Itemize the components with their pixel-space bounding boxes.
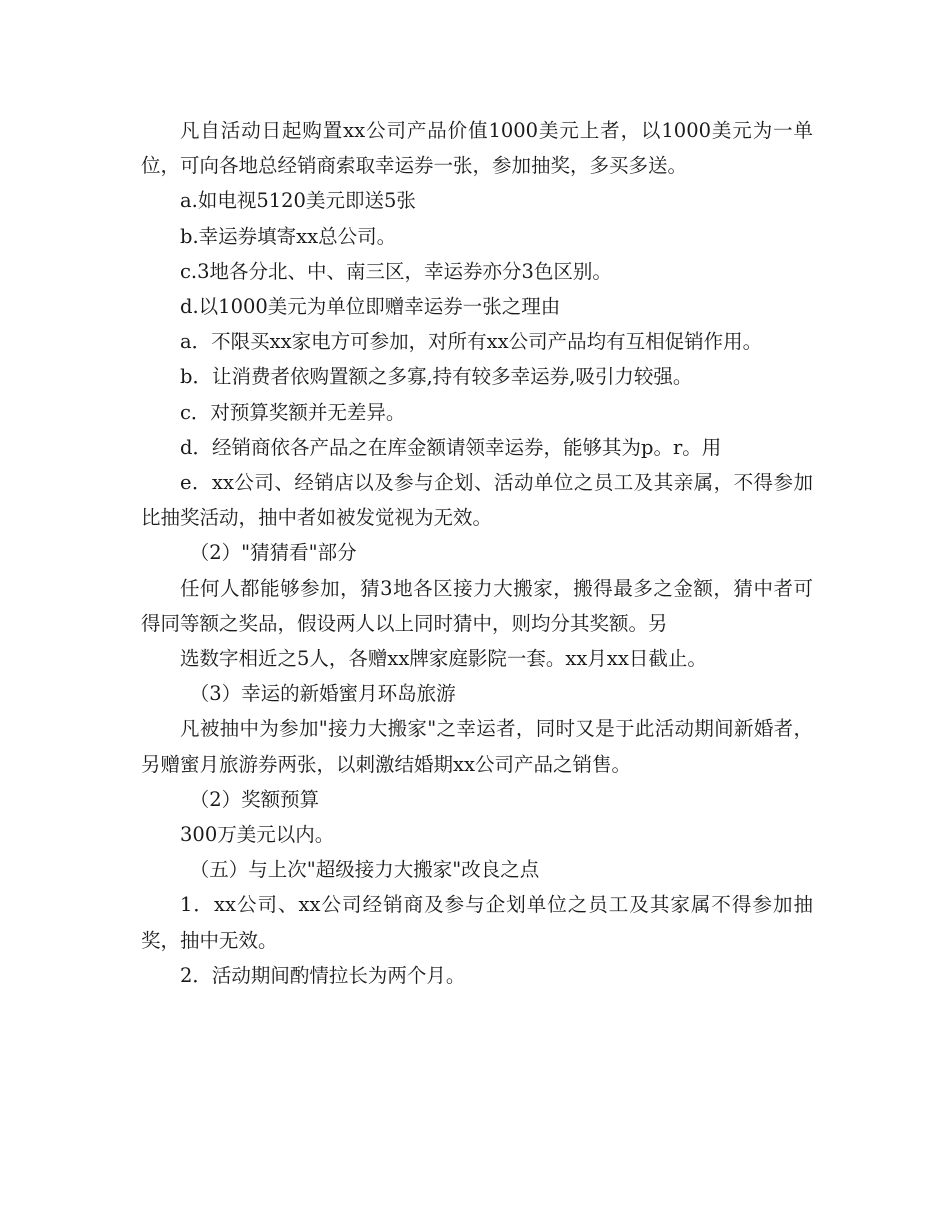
paragraph-improvement-2: 2．活动期间酌情拉长为两个月。 bbox=[180, 963, 466, 987]
paragraph-lottery-rule: 凡自活动日起购置xx公司产品价值1000美元上者，以1000美元为一单位，可向各地总经销商索取幸运券一张，参加抽奖，多买多送。 bbox=[141, 119, 813, 178]
paragraph-budget: 300万美元以内。 bbox=[180, 823, 335, 847]
paragraph-item-a: a.如电视5120美元即送5张 bbox=[180, 189, 416, 213]
heading-honeymoon-section: （3）幸运的新婚蜜月环岛旅游 bbox=[189, 682, 456, 706]
paragraph-reason-c: c．对预算奖额并无差异。 bbox=[180, 400, 406, 424]
paragraph-item-b: b.幸运券填寄xx总公司。 bbox=[180, 224, 397, 248]
paragraph-item-c: c.3地各分北、中、南三区，幸运券亦分3色区别。 bbox=[180, 259, 612, 283]
document-body bbox=[141, 113, 813, 993]
paragraph-reason-e: e．xx公司、经销店以及参与企划、活动单位之员工及其亲属，不得参加比抽奖活动，抽中者如被发觉视为无效。 bbox=[141, 471, 813, 530]
paragraph-guess-prize: 选数字相近之5人，各赠xx牌家庭影院一套。xx月xx日截止。 bbox=[180, 647, 707, 671]
paragraph-reason-a: a．不限买xx家电方可参加，对所有xx公司产品均有互相促销作用。 bbox=[180, 330, 763, 354]
heading-improvement-section: （五）与上次"超级接力大搬家"改良之点 bbox=[189, 858, 540, 882]
paragraph-item-d: d.以1000美元为单位即赠幸运券一张之理由 bbox=[180, 295, 561, 319]
paragraph-guess-rule: 任何人都能够参加，猜3地各区接力大搬家，搬得最多之金额，猜中者可得同等额之奖品，假设两人以上同时猜中，则均分其奖额。另 bbox=[141, 576, 813, 635]
paragraph-improvement-1: 1．xx公司、xx公司经销商及参与企划单位之员工及其家属不得参加抽奖，抽中无效。 bbox=[141, 893, 813, 952]
heading-budget-section: （2）奖额预算 bbox=[189, 787, 320, 811]
paragraph-honeymoon-rule: 凡被抽中为参加"接力大搬家"之幸运者，同时又是于此活动期间新婚者，另赠蜜月旅游券两张，以刺激结婚期xx公司产品之销售。 bbox=[141, 717, 813, 776]
paragraph-reason-b: b．让消费者依购置额之多寡,持有较多幸运券,吸引力较强。 bbox=[180, 365, 693, 389]
heading-guess-section: （2）"猜猜看"部分 bbox=[189, 541, 357, 565]
paragraph-reason-d: d．经销商依各产品之在库金额请领幸运券，能够其为p。r。用 bbox=[180, 435, 722, 459]
